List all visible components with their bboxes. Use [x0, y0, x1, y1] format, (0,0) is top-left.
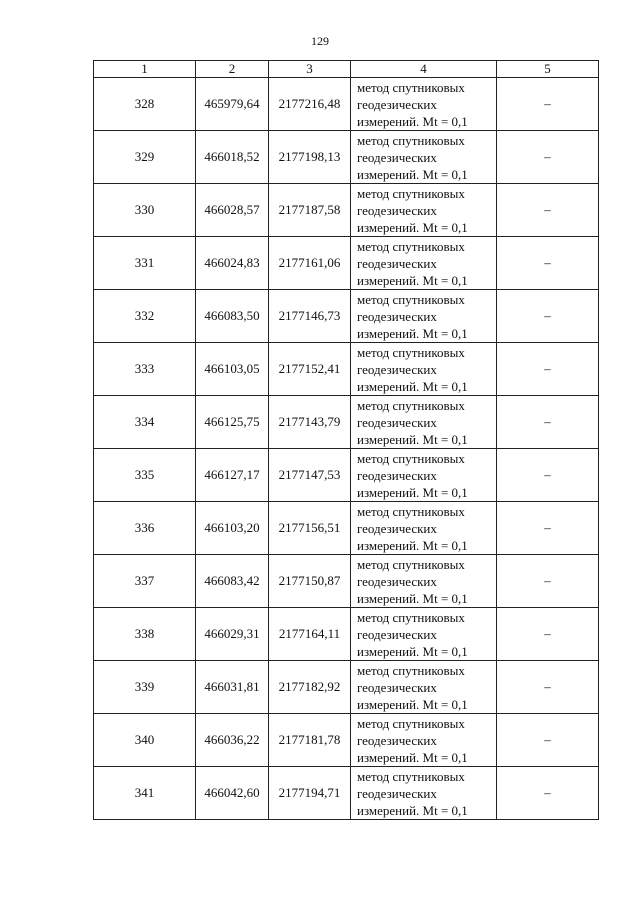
- column-header-2: 2: [196, 61, 269, 78]
- point-number-cell: 328: [94, 78, 196, 131]
- y-coordinate-cell: 2177164,11: [269, 608, 351, 661]
- method-text-line: метод спутниковых: [357, 609, 465, 625]
- method-text-line: измерений. Mt = 0,1: [357, 696, 468, 712]
- note-cell: –: [497, 396, 599, 449]
- method-text-line: измерений. Mt = 0,1: [357, 272, 468, 288]
- point-number-cell: 341: [94, 767, 196, 820]
- method-text-line: геодезических: [357, 626, 437, 642]
- method-text-line: измерений. Mt = 0,1: [357, 643, 468, 659]
- x-coordinate-cell: 466031,81: [196, 661, 269, 714]
- note-cell: –: [497, 661, 599, 714]
- note-cell: –: [497, 449, 599, 502]
- method-cell: [351, 555, 497, 608]
- method-text-line: измерений. Mt = 0,1: [357, 325, 468, 341]
- x-coordinate-cell: 466103,20: [196, 502, 269, 555]
- y-coordinate-cell: 2177187,58: [269, 184, 351, 237]
- method-text-line: геодезических: [357, 308, 437, 324]
- method-text-line: измерений. Mt = 0,1: [357, 749, 468, 765]
- table-row: [94, 555, 599, 608]
- method-cell: [351, 714, 497, 767]
- method-text-line: метод спутниковых: [357, 132, 465, 148]
- method-cell: [351, 767, 497, 820]
- x-coordinate-cell: 466029,31: [196, 608, 269, 661]
- method-cell: [351, 661, 497, 714]
- point-number-cell: 338: [94, 608, 196, 661]
- y-coordinate-cell: 2177216,48: [269, 78, 351, 131]
- method-text-line: метод спутниковых: [357, 450, 465, 466]
- column-header-3: 3: [269, 61, 351, 78]
- method-text-line: измерений. Mt = 0,1: [357, 378, 468, 394]
- method-text-line: метод спутниковых: [357, 715, 465, 731]
- method-cell: [351, 343, 497, 396]
- method-text-line: измерений. Mt = 0,1: [357, 537, 468, 553]
- method-cell: [351, 78, 497, 131]
- y-coordinate-cell: 2177150,87: [269, 555, 351, 608]
- y-coordinate-cell: 2177152,41: [269, 343, 351, 396]
- point-number-cell: 335: [94, 449, 196, 502]
- note-cell: –: [497, 767, 599, 820]
- note-cell: –: [497, 78, 599, 131]
- table-row: [94, 343, 599, 396]
- point-number-cell: 331: [94, 237, 196, 290]
- method-text-line: геодезических: [357, 732, 437, 748]
- method-text-line: геодезических: [357, 467, 437, 483]
- note-cell: –: [497, 714, 599, 767]
- method-text-line: геодезических: [357, 785, 437, 801]
- method-text-line: метод спутниковых: [357, 185, 465, 201]
- table-row: [94, 449, 599, 502]
- method-text-line: метод спутниковых: [357, 556, 465, 572]
- table-row: [94, 608, 599, 661]
- method-cell: [351, 396, 497, 449]
- method-text-line: метод спутниковых: [357, 344, 465, 360]
- point-number-cell: 333: [94, 343, 196, 396]
- method-text-line: метод спутниковых: [357, 79, 465, 95]
- method-cell: [351, 290, 497, 343]
- table-row: [94, 131, 599, 184]
- column-header-4: 4: [351, 61, 497, 78]
- table-header-row: [94, 61, 599, 78]
- method-text-line: измерений. Mt = 0,1: [357, 484, 468, 500]
- method-text-line: геодезических: [357, 573, 437, 589]
- x-coordinate-cell: 466125,75: [196, 396, 269, 449]
- point-number-cell: 336: [94, 502, 196, 555]
- method-text-line: метод спутниковых: [357, 503, 465, 519]
- method-text-line: измерений. Mt = 0,1: [357, 431, 468, 447]
- note-cell: –: [497, 555, 599, 608]
- table-row: [94, 184, 599, 237]
- point-number-cell: 332: [94, 290, 196, 343]
- method-text-line: геодезических: [357, 520, 437, 536]
- note-cell: –: [497, 608, 599, 661]
- method-text-line: измерений. Mt = 0,1: [357, 166, 468, 182]
- method-text-line: измерений. Mt = 0,1: [357, 802, 468, 818]
- method-text-line: измерений. Mt = 0,1: [357, 113, 468, 129]
- method-text-line: геодезических: [357, 202, 437, 218]
- method-text-line: измерений. Mt = 0,1: [357, 219, 468, 235]
- method-text-line: геодезических: [357, 414, 437, 430]
- method-text-line: метод спутниковых: [357, 768, 465, 784]
- table-row: [94, 502, 599, 555]
- point-number-cell: 334: [94, 396, 196, 449]
- point-number-cell: 339: [94, 661, 196, 714]
- x-coordinate-cell: 466024,83: [196, 237, 269, 290]
- y-coordinate-cell: 2177194,71: [269, 767, 351, 820]
- method-cell: [351, 608, 497, 661]
- y-coordinate-cell: 2177156,51: [269, 502, 351, 555]
- method-text-line: геодезических: [357, 679, 437, 695]
- method-cell: [351, 449, 497, 502]
- column-header-5: 5: [497, 61, 599, 78]
- x-coordinate-cell: 466018,52: [196, 131, 269, 184]
- table-row: [94, 767, 599, 820]
- y-coordinate-cell: 2177146,73: [269, 290, 351, 343]
- method-cell: [351, 502, 497, 555]
- x-coordinate-cell: 466127,17: [196, 449, 269, 502]
- x-coordinate-cell: 465979,64: [196, 78, 269, 131]
- table-row: [94, 78, 599, 131]
- x-coordinate-cell: 466028,57: [196, 184, 269, 237]
- note-cell: –: [497, 502, 599, 555]
- x-coordinate-cell: 466036,22: [196, 714, 269, 767]
- method-cell: [351, 237, 497, 290]
- x-coordinate-cell: 466103,05: [196, 343, 269, 396]
- method-text-line: метод спутниковых: [357, 397, 465, 413]
- table-row: [94, 661, 599, 714]
- y-coordinate-cell: 2177143,79: [269, 396, 351, 449]
- x-coordinate-cell: 466083,50: [196, 290, 269, 343]
- column-header-1: 1: [94, 61, 196, 78]
- x-coordinate-cell: 466083,42: [196, 555, 269, 608]
- point-number-cell: 337: [94, 555, 196, 608]
- method-text-line: метод спутниковых: [357, 238, 465, 254]
- method-cell: [351, 184, 497, 237]
- method-text-line: геодезических: [357, 361, 437, 377]
- table-row: [94, 290, 599, 343]
- method-text-line: геодезических: [357, 96, 437, 112]
- y-coordinate-cell: 2177147,53: [269, 449, 351, 502]
- note-cell: –: [497, 131, 599, 184]
- method-text-line: геодезических: [357, 149, 437, 165]
- table-row: [94, 237, 599, 290]
- x-coordinate-cell: 466042,60: [196, 767, 269, 820]
- point-number-cell: 329: [94, 131, 196, 184]
- y-coordinate-cell: 2177161,06: [269, 237, 351, 290]
- table-row: [94, 396, 599, 449]
- table-body: [94, 78, 599, 820]
- y-coordinate-cell: 2177198,13: [269, 131, 351, 184]
- note-cell: –: [497, 343, 599, 396]
- y-coordinate-cell: 2177181,78: [269, 714, 351, 767]
- method-text-line: геодезических: [357, 255, 437, 271]
- note-cell: –: [497, 290, 599, 343]
- page-number: 129: [311, 34, 329, 48]
- note-cell: –: [497, 237, 599, 290]
- table-row: [94, 714, 599, 767]
- coordinates-table: [93, 60, 599, 820]
- method-text-line: метод спутниковых: [357, 662, 465, 678]
- note-cell: –: [497, 184, 599, 237]
- method-text-line: измерений. Mt = 0,1: [357, 590, 468, 606]
- point-number-cell: 330: [94, 184, 196, 237]
- point-number-cell: 340: [94, 714, 196, 767]
- method-cell: [351, 131, 497, 184]
- y-coordinate-cell: 2177182,92: [269, 661, 351, 714]
- method-text-line: метод спутниковых: [357, 291, 465, 307]
